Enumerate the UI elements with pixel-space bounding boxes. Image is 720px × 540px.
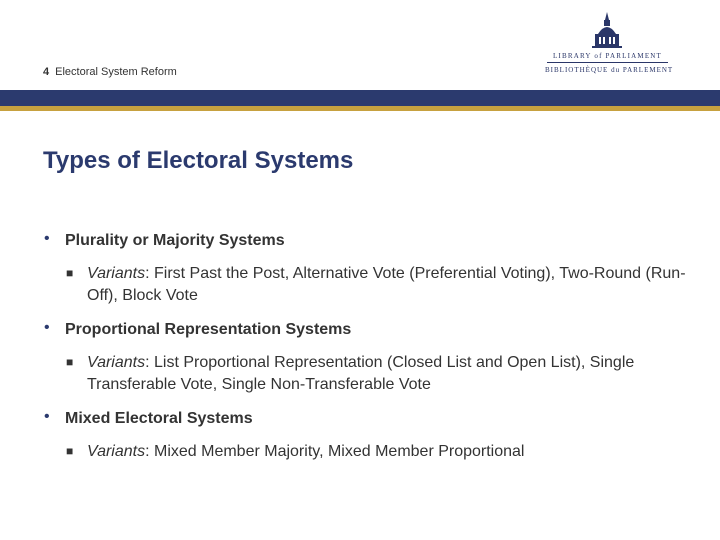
list-item: Plurality or Majority Systems <box>65 232 285 249</box>
section-title: Electoral System Reform <box>55 66 177 78</box>
sub-bullet-marker: ■ <box>66 355 74 369</box>
sub-bullet-marker: ■ <box>66 266 74 280</box>
sub-list-item <box>87 441 687 463</box>
sub-list-item <box>87 352 687 396</box>
variants-text: : Mixed Member Majority, Mixed Member Proportional <box>145 443 525 460</box>
library-of-parliament-logo <box>545 12 674 80</box>
logo-text-english: LIBRARY of PARLIAMENT <box>552 52 663 60</box>
sub-bullet-marker: ■ <box>66 444 74 458</box>
slide-header <box>43 66 177 78</box>
header-band-gold <box>0 106 720 111</box>
header-band-navy <box>0 90 720 106</box>
logo-divider <box>547 62 668 63</box>
variants-label: Variants <box>87 265 146 282</box>
parliament-library-building-icon <box>590 12 624 48</box>
bullet-marker: • <box>44 319 50 336</box>
sub-list-item <box>87 263 687 307</box>
bullet-marker: • <box>44 408 50 425</box>
bullet-marker: • <box>44 230 50 247</box>
variants-text: : First Past the Post, Alternative Vote (Preferential Voting), Two-Round (Run-Off), Block Vote <box>87 265 686 304</box>
list-item: Mixed Electoral Systems <box>65 410 253 427</box>
page-number: 4 <box>43 66 50 78</box>
variants-label: Variants <box>87 354 146 371</box>
variants-label: Variants <box>87 443 146 460</box>
list-item: Proportional Representation Systems <box>65 321 352 338</box>
slide-title: Types of Electoral Systems <box>43 147 354 174</box>
logo-text-french: BIBLIOTHÈQUE du PARLEMENT <box>545 66 674 74</box>
variants-text: : List Proportional Representation (Closed List and Open List), Single Transferable Vote, Single Non-Transferable Vote <box>87 354 635 393</box>
